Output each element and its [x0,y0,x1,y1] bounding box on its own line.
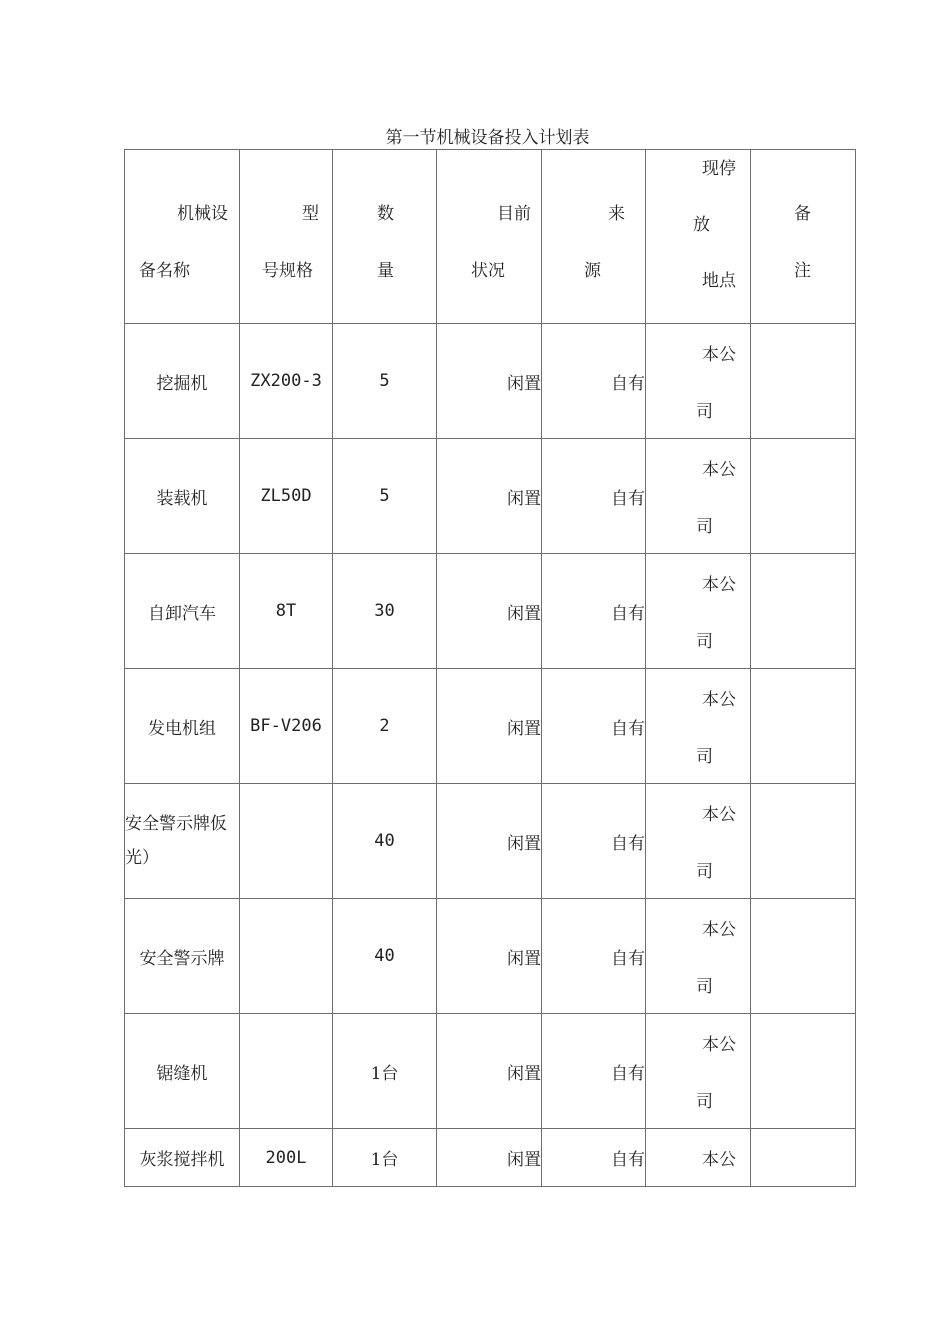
equipment-plan-table [124,149,856,1187]
table-row [125,1014,856,1129]
cell-name: 安全警示牌仮光） [125,784,240,899]
header-status: 目前 状况 [437,150,542,324]
table-row [125,554,856,669]
cell-qty: 5 [333,324,437,439]
cell-qty: 40 [333,899,437,1014]
cell-name: 发电机组 [125,669,240,784]
table-row [125,784,856,899]
cell-qty: 40 [333,784,437,899]
header-model: 型 号规格 [240,150,333,324]
table-row [125,899,856,1014]
header-name: 机械设 备名称 [125,150,240,324]
cell-status: 闲置 [437,669,542,784]
cell-name: 灰浆搅拌机 [125,1129,240,1187]
cell-model [240,899,333,1014]
cell-location: 本公 司 [646,324,751,439]
cell-remark [751,1129,856,1187]
cell-name: 挖掘机 [125,324,240,439]
table-row [125,669,856,784]
cell-location: 本公 司 [646,554,751,669]
header-location: 现停 放 地点 [646,150,751,324]
cell-source: 自有 [542,1014,646,1129]
cell-model: BF-V206 [240,669,333,784]
cell-remark [751,1014,856,1129]
document-title: 第一节机械设备投入计划表 [385,128,590,148]
cell-status: 闲置 [437,1014,542,1129]
cell-name: 安全警示牌 [125,899,240,1014]
cell-location: 本公 司 [646,899,751,1014]
cell-status: 闲置 [437,324,542,439]
header-remark: 备 注 [751,150,856,324]
cell-model [240,784,333,899]
cell-source: 自有 [542,784,646,899]
cell-location: 本公 司 [646,669,751,784]
cell-model: ZL50D [240,439,333,554]
header-source: 来 源 [542,150,646,324]
cell-source: 自有 [542,439,646,554]
cell-source: 自有 [542,899,646,1014]
cell-name: 自卸汽车 [125,554,240,669]
cell-status: 闲置 [437,554,542,669]
cell-qty: 30 [333,554,437,669]
cell-source: 自有 [542,669,646,784]
cell-status: 闲置 [437,899,542,1014]
cell-model [240,1014,333,1129]
cell-location: 本公 [646,1129,751,1187]
cell-qty: 1台 [333,1014,437,1129]
cell-remark [751,324,856,439]
table-row [125,324,856,439]
cell-remark [751,784,856,899]
cell-source: 自有 [542,324,646,439]
cell-remark [751,669,856,784]
cell-model: 200L [240,1129,333,1187]
cell-model: 8T [240,554,333,669]
cell-name: 装载机 [125,439,240,554]
cell-location: 本公 司 [646,1014,751,1129]
cell-remark [751,439,856,554]
cell-status: 闲置 [437,1129,542,1187]
cell-qty: 5 [333,439,437,554]
cell-qty: 1台 [333,1129,437,1187]
header-qty: 数 量 [333,150,437,324]
table-row [125,439,856,554]
cell-source: 自有 [542,554,646,669]
cell-name: 锯缝机 [125,1014,240,1129]
cell-status: 闲置 [437,784,542,899]
cell-qty: 2 [333,669,437,784]
cell-model: ZX200-3 [240,324,333,439]
cell-location: 本公 司 [646,439,751,554]
table-header-row [125,150,856,324]
cell-location: 本公 司 [646,784,751,899]
table-row [125,1129,856,1187]
cell-remark [751,554,856,669]
cell-status: 闲置 [437,439,542,554]
cell-remark [751,899,856,1014]
cell-source: 自有 [542,1129,646,1187]
